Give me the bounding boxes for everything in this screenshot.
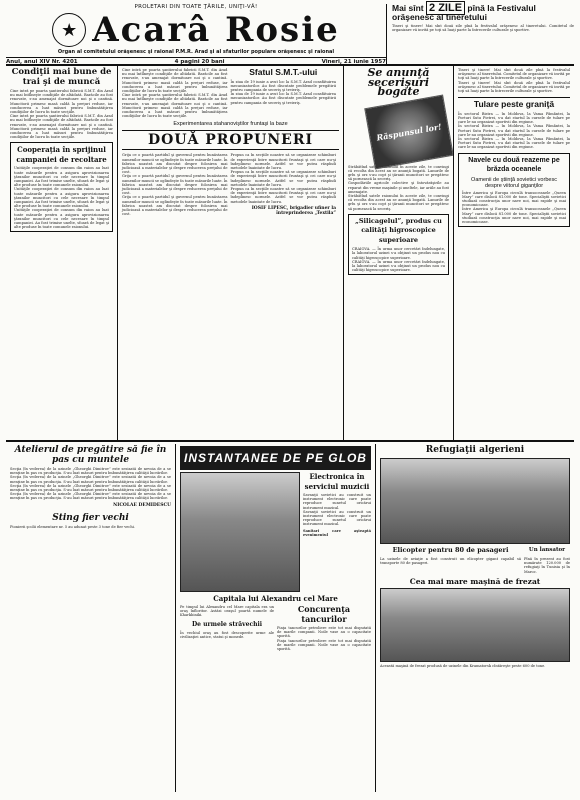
article-body: Cine intră pe poarta şantierului fabricii S.M.T. din Arad nu mai întîlneşte condiţiile de altădată. Barăcile au fost renovate, s-au amenajat dormitoare noi şi o cantină. Muncitorii primesc masă caldă la preţuri reduse, iar conducerea a luat măsuri pentru îmbunătăţirea condiţiilor de lucru în toate secţiile. xyxy=(10,89,113,115)
issue-year: Anul, anul XIV Nr. 4201 xyxy=(6,59,78,65)
issue-pages: 4 pagini 20 bani xyxy=(174,59,225,65)
issue-info xyxy=(6,57,386,65)
article-title: Electronica în serviciul muzicii xyxy=(304,472,370,491)
star-emblem-icon: ★ xyxy=(52,13,86,47)
article-author: NICOLAE DEMIDESCU xyxy=(113,502,171,508)
article-title: Navele cu două reazeme pe brăzda oceanele xyxy=(468,156,560,174)
article-title: Sting fier vechi xyxy=(52,512,129,523)
article-title: Tulare peste graniţă xyxy=(458,97,570,110)
article-banner-title: DOUĂ PROPUNERI xyxy=(122,130,339,150)
article-title: „Silicagelul”, produs cu calităţi higroscopice superioare xyxy=(355,216,442,244)
announcement-prefix: Mai sînt xyxy=(392,3,424,13)
article-body: Cine intră pe poarta şantierului fabricii S.M.T. din Arad nu mai întîlneşte condiţiile de altădată. Barăcile au fost renovate, s-au amenajat dormitoare noi şi o cantină. Muncitorii primesc masă caldă la preţuri reduse, iar conducerea a luat măsuri pentru îmbunătăţirea condiţiilor de lucru în toate secţiile. xyxy=(122,93,228,119)
article-body: Secţia (în vederea) de la uzinele „Gheorghi Dimitrov” este sesizată de nevoia de a se menţine în pas cu producţia. S-au luat măsuri pentru îmbunătăţirea calităţii lucrărilor. xyxy=(10,492,171,501)
motto: PROLETARI DIN TOATE ŢĂRILE, UNIŢI-VĂ! xyxy=(134,4,258,10)
photo-caption: Sanitari care aşteaptă evenimentul xyxy=(303,528,371,537)
article-title: Cooperaţia în sprijinul campaniei de recoltare xyxy=(16,145,107,164)
article-author: IOSIF LIPESC, brigadier ufiner la întreprinderea „Textila” xyxy=(251,205,336,216)
article-body: Unităţile cooperaţiei de consum din raion au luat toate măsurile pentru a asigura aprovizionarea ţăranilor muncitori cu cele necesare în timpul campaniei. Au fost trimise unelte, sfoară de legat şi alte produse în toate comunele raionului. xyxy=(14,166,109,188)
stamp-image: Răspunsul lor! xyxy=(364,94,454,169)
article-body: Grija ce o poartă partidul şi guvernul pentru bunăstarea oamenilor muncii se oglindeşte în toate măsurile luate. În fabrica noastră am discutat despre folosirea mai judicioasă a materialelor şi despre reducerea preţului de cost. xyxy=(122,153,228,175)
article-body: Între America şi Europa circulă transoceanele „Queen Mary” care dislocă 81.000 de tone. Specialiştii sovietici studiază construcţia unor nave noi, mai rapide şi mai economicoase. xyxy=(462,207,566,224)
article-subtitle: Oamenii de ştiinţă sovietici vorbesc despre viitorul giganţilor xyxy=(471,176,557,189)
article-body: Tineri şi tinere! Mai sînt două zile pînă la festivalul orăşenesc al tineretului. Comitetul de organizare vă invită pe toţi să luaţi parte la întrecerile culturale şi sportive. xyxy=(458,68,570,81)
column-2 xyxy=(118,66,344,440)
article-body: Unităţile cooperaţiei de consum din raion au luat toate măsurile pentru a asigura aprovizionarea ţăranilor muncitori cu cele necesare în timpul campaniei. Au fost trimise unelte, sfoară de legat şi alte produse în toate comunele raionului. xyxy=(14,187,109,209)
article-body: Pînă în prezent au fost numărate 120.000 de refugiaţi în Tunisia şi în Maroc. xyxy=(524,557,570,574)
article-body: Grija ce o poartă partidul şi guvernul pentru bunăstarea oamenilor muncii se oglindeşte în toate măsurile luate. În fabrica noastră am discutat despre folosirea mai judicioasă a materialelor şi despre reducerea preţului de cost. xyxy=(122,174,228,196)
photo-caption: Capitala lui Alexandru cel Mare xyxy=(213,594,338,603)
column-3 xyxy=(344,66,454,440)
issue-date: Vineri, 21 iunie 1957 xyxy=(321,59,386,65)
article-body: Străbătînd satele raionului în aceste zile, te convingi că recolta din acest an se anunţă bogată. Lanurile de grîu şi orz s-au copt şi ţăranii muncitori se pregătesc să pornească la seceriş. xyxy=(348,193,449,211)
announcement-body: Tineri şi tinere! Mai sînt două zile pînă la festivalul orăşenesc al tineretului. Comitetul de organizare vă invită pe toţi să luaţi parte la întrecerile culturale şi sportive. xyxy=(392,24,574,33)
article-body: Secţia (în vederea) de la uzinele „Gheorghi Dimitrov” este sesizată de nevoia de a se menţine în pas cu producţia. S-au luat măsuri pentru îmbunătăţirea calităţii lucrărilor. xyxy=(10,483,171,493)
column-lower-1 xyxy=(6,444,176,792)
column-lower-3 xyxy=(376,444,574,792)
upper-section xyxy=(6,66,574,442)
announcement-days: 2 ZILE xyxy=(426,1,465,15)
article-body: Propun ca în secţiile noastre să se organizeze schimburi de experienţă între muncitorii fruntaşi şi cei care nu-şi îndeplinesc normele. Astfel se vor putea răspîndi metodele înaintate de lucru. xyxy=(230,153,336,171)
article-body: În vechiul oraş au fost descoperite urme ale civilizaţiei antice, statui şi monede. xyxy=(180,631,274,640)
article-body: În ziua de 19 iunie a avut loc la S.M.T. Arad consfătuirea mecanizatorilor. Au fost discutate problemele pregătirii pentru campania de seceriş şi treieriş. xyxy=(230,79,336,92)
article-body: Savanţii sovietici au construit un instrument electronic care poate reproduce sunetul oricărui instrument muzical. xyxy=(303,493,371,510)
refugees-photo xyxy=(380,458,570,544)
article-subtitle: Experimentarea stahanoviştilor fruntaşi la baze xyxy=(173,121,288,128)
milling-machine-photo xyxy=(380,588,570,662)
article-body: Secţia (în vederea) de la uzinele „Gheorghi Dimitrov” este sesizată de nevoia de a se menţine în pas cu producţia. S-au luat măsuri pentru îmbunătăţirea calităţii lucrărilor. xyxy=(10,475,171,484)
column-lower-2 xyxy=(176,444,376,792)
article-title: Sfatul S.M.T.-ului xyxy=(249,67,318,77)
festival-announcement xyxy=(386,4,574,64)
city-photo xyxy=(180,472,300,592)
article-body: Gospodăriile agricole colective şi întovărăşirile au reparat din vreme maşinile şi uneltele, iar ariile au fost amenajate. xyxy=(348,181,449,194)
article-body: CRAIOVA. — În urma unor cercetări îndelungate, la laboratorul uzinei s-a obţinut un produs nou cu calităţi higroscopice superioare. xyxy=(352,247,445,260)
article-body: Secţia (în vederea) de la uzinele „Gheorghi Dimitrov” este sesizată de nevoia de a se menţine în pas cu producţia. S-au luat măsuri pentru îmbunătăţirea calităţii lucrărilor. xyxy=(10,467,171,476)
lower-section xyxy=(6,442,574,792)
article-body: Cine intră pe poarta şantierului fabricii S.M.T. din Arad nu mai întîlneşte condiţiile de altădată. Barăcile au fost renovate, s-au amenajat dormitoare noi şi o cantină. Muncitorii primesc masă caldă la preţuri reduse, iar conducerea a luat măsuri pentru îmbunătăţirea condiţiilor de lucru în toate secţiile. xyxy=(122,68,228,94)
article-body: Piaţa tancurilor petroliere este tot mai disputată de marile companii. Noile vase au o capacitate sporită. xyxy=(277,638,371,652)
announcement-rest: pînă la Festivalul orăşenesc al tineretului xyxy=(392,3,536,22)
article-body: Piaţa tancurilor petroliere este tot mai disputată de marile companii. Noile vase au o capacitate sporită. xyxy=(277,626,371,639)
article-body: Propun ca în secţiile noastre să se organizeze schimburi de experienţă între muncitorii fruntaşi şi cei care nu-şi îndeplinesc normele. Astfel se vor putea răspîndi metodele înaintate de lucru. xyxy=(230,170,336,187)
article-body: Savanţii sovietici au construit un instrument electronic care poate reproduce sunetul oricărui instrument muzical. xyxy=(303,509,371,527)
article-title: Atelierul de pregătire să fie în pas cu muntele xyxy=(14,445,167,465)
article-body: La uzinele de aviaţie a fost construit un elicopter gigant capabil să transporte 80 de pasageri. xyxy=(380,557,521,566)
article-body: Între America şi Europa circulă transoceanele „Queen Mary” care dislocă 81.000 de tone. Specialiştii sovietici studiază construcţia unor nave noi, mai rapide şi mai economicoase. xyxy=(462,190,566,208)
column-4 xyxy=(454,66,574,440)
article-body: Pionierii şcolii elementare nr. 5 au adunat peste 3 tone de fier vechi. xyxy=(10,525,136,530)
article-title: Cea mai mare maşină de frezat xyxy=(409,576,541,586)
article-body: Grija ce o poartă partidul şi guvernul pentru bunăstarea oamenilor muncii se oglindeşte în toate măsurile luate. În fabrica noastră am discutat despre folosirea mai judicioasă a materialelor şi despre reducerea preţului de cost. xyxy=(122,195,228,217)
article-box xyxy=(348,214,449,276)
article-body: Cine intră pe poarta şantierului fabricii S.M.T. din Arad nu mai întîlneşte condiţiile de altădată. Barăcile au fost renovate, s-au amenajat dormitoare noi şi o cantină. Muncitorii primesc masă caldă la preţuri reduse, iar conducerea a luat măsuri pentru îmbunătăţirea condiţiilor de lucru în toate secţiile. xyxy=(10,114,113,140)
article-title: Concurenţa tancurilor xyxy=(297,604,351,624)
article-body: Străbătînd satele raionului în aceste zile, te convingi că recolta din acest an se anunţă bogată. Lanurile de grîu şi orz s-au copt şi ţăranii muncitori se pregătesc să pornească la seceriş. xyxy=(348,164,449,182)
article-body: Pe timpul lui Alexandru cel Mare capitala era un oraş înfloritor. Astăzi oraşul poartă numele de Kharkhiniki. xyxy=(180,605,274,618)
article-body: Propun ca în secţiile noastre să se organizeze schimburi de experienţă între muncitorii fruntaşi şi cei care nu-şi îndeplinesc normele. Astfel se vor putea răspîndi metodele înaintate de lucru. xyxy=(230,187,336,204)
masthead-title-block xyxy=(6,4,386,64)
newspaper-title: Acarâ Rosie xyxy=(92,10,340,50)
newspaper-subtitle: Organ al comitetului orăşenesc şi raional P.M.R. Arad şi al sfaturilor populare orăşenesc şi raional xyxy=(57,49,335,55)
article-body: CRAIOVA. — În urma unor cercetări îndelungate, la laboratorul uzinei s-a obţinut un produs nou cu calităţi higroscopice superioare. xyxy=(352,259,445,273)
article-title: Refugiaţii algerieni xyxy=(425,445,525,455)
article-title: Elicopter pentru 80 de pasageri xyxy=(392,545,509,554)
article-body: În sectorul Bistra — în Moldova, la Vama Pâmântei, la Porturi Sutu Pietrei, s-a dat startul la cursele de tulare pe care le-au organizat sportivii din regiune. xyxy=(458,111,570,125)
article-title: Un lansator xyxy=(528,546,566,553)
article-body: În ziua de 19 iunie a avut loc la S.M.T. Arad consfătuirea mecanizatorilor. Au fost discutate problemele pregătirii pentru campania de seceriş şi treieriş. xyxy=(230,92,336,105)
article-box xyxy=(10,142,113,232)
article-body: În sectorul Bistra — în Moldova, la Vama Pâmântei, la Porturi Sutu Pietrei, s-a dat startul la cursele de tulare pe care le-au organizat sportivii din regiune. xyxy=(458,136,570,150)
article-body: În sectorul Bistra — în Moldova, la Vama Pâmântei, la Porturi Sutu Pietrei, s-a dat startul la cursele de tulare pe care le-au organizat sportivii din regiune. xyxy=(458,124,570,137)
article-title: Se anunţă secerişuri bogate xyxy=(367,66,430,98)
article-title: Condiţii mai bune de trai şi de muncă xyxy=(11,67,112,87)
section-banner: INSTANTANEE DE PE GLOB xyxy=(180,446,371,470)
column-1 xyxy=(6,66,118,440)
article-box xyxy=(458,153,570,228)
article-body: Unităţile cooperaţiei de consum din raion au luat toate măsurile pentru a asigura aprovizionarea ţăranilor muncitori cu cele necesare în timpul campaniei. Au fost trimise unelte, sfoară de legat şi alte produse în toate comunele raionului. xyxy=(14,208,109,230)
article-subheading: De urmele străvechii xyxy=(191,620,263,628)
article-body: Tineri şi tinere! Mai sînt două zile pînă la festivalul orăşenesc al tineretului. Comitetul de organizare vă invită pe toţi să luaţi parte la întrecerile culturale şi sportive. xyxy=(458,80,570,94)
masthead xyxy=(6,4,574,66)
article-body: Această maşină de frezat produsă de uzinele din Kramatorsk cîntăreşte peste 600 de tone. xyxy=(380,664,546,669)
